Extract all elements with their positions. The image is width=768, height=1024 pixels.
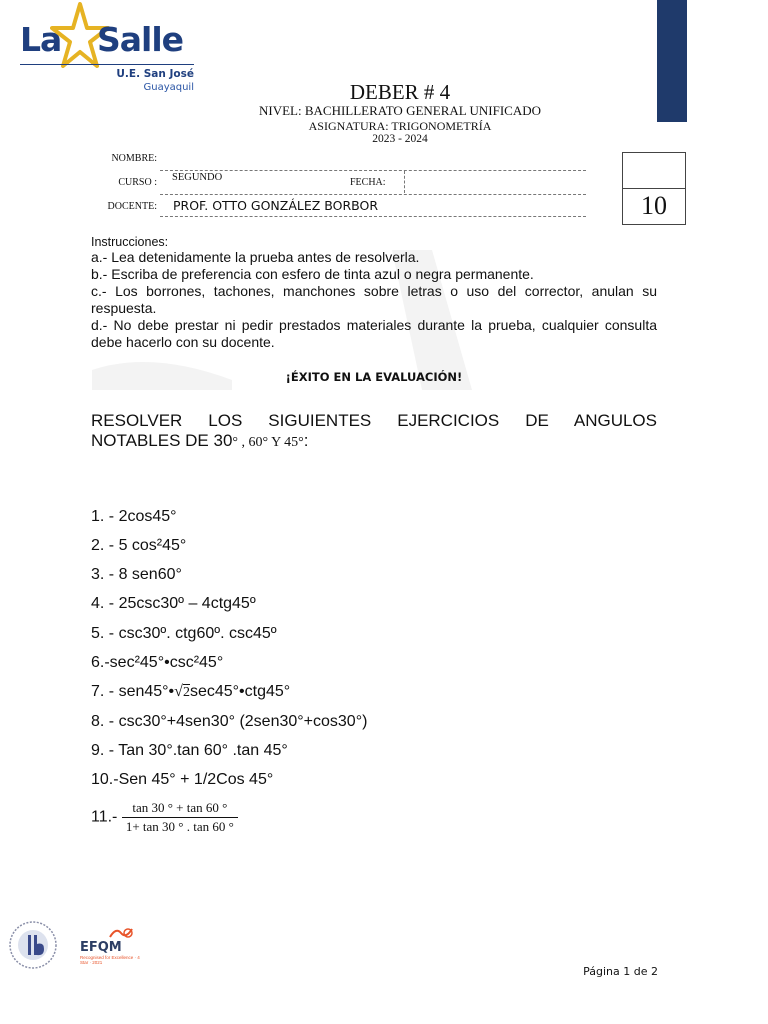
curso-label: CURSO :	[118, 177, 157, 188]
grade-box-divider	[622, 188, 686, 189]
instruction-a: a.- Lea detenidamente la prueba antes de resolverla.	[91, 249, 420, 265]
instructions-heading: Instrucciones:	[91, 235, 169, 249]
efqm-logo-text: EFQM	[80, 940, 122, 955]
asignatura-line: ASIGNATURA: TRIGONOMETRÍA	[308, 119, 492, 133]
logo-text-salle: Salle	[97, 20, 184, 59]
fecha-separator	[404, 171, 405, 193]
exercise-1: 1. - 2cos45°	[91, 508, 177, 525]
exercise-7: 7. - sen45°•√2sec45°•ctg45°	[91, 683, 291, 700]
school-year: 2023 - 2024	[372, 133, 428, 145]
task-line-2: NOTABLES DE 30° , 60° Y 45°:	[91, 431, 309, 450]
exercise-9: 9. - Tan 30°.tan 60° .tan 45°	[91, 742, 288, 759]
exercise-11: 11.- $\frac{\tan 30 ^\circ + \tan 60 ^\circ}{1+ \tan 30 ^\circ . \tan 60 ^\circ}$	[91, 800, 238, 835]
page-number: Página 1 de 2	[583, 965, 658, 978]
curso-value: SEGUNDO	[172, 172, 223, 183]
instruction-b: b.- Escriba de preferencia con esfero de tinta azul o negra permanente.	[91, 266, 534, 282]
ib-logo-icon	[8, 920, 58, 970]
instruction-d: d.- No debe prestar ni pedir prestados materiales durante la prueba, cualquier consulta debe hacerlo con su docente.	[91, 317, 657, 350]
exercise-2: 2. - 5 cos²45°	[91, 537, 187, 554]
logo-divider	[20, 64, 194, 65]
logo-text-la: La	[20, 20, 62, 59]
task-angles: ° , 60° Y 45°	[232, 435, 304, 450]
exercise-8: 8. - csc30°+4sen30° (2sen30°+cos30°)	[91, 713, 368, 730]
exercise-4: 4. - 25csc30º – 4ctg45º	[91, 595, 256, 612]
exercise-3: 3. - 8 sen60°	[91, 566, 182, 583]
docente-value: PROF. OTTO GONZÁLEZ BORBOR	[173, 198, 379, 213]
logo-city: Guayaquil	[143, 82, 194, 93]
exercise-10: 10.-Sen 45° + 1/2Cos 45°	[91, 771, 274, 788]
curso-line[interactable]	[160, 194, 586, 195]
task-line-1: RESOLVER LOS SIGUIENTES EJERCICIOS DE ANGULOS	[91, 411, 657, 430]
efqm-mark-icon	[108, 925, 134, 941]
docente-line	[160, 216, 586, 217]
nombre-label: NOMBRE:	[111, 153, 157, 164]
exercise-5: 5. - csc30º. ctg60º. csc45º	[91, 625, 277, 642]
page-title: DEBER # 4	[349, 80, 451, 104]
efqm-subtitle: Recognised for Excellence · 4 Star · 2021	[80, 955, 140, 965]
exercise-6: 6.-sec²45°•csc²45°	[91, 654, 224, 671]
exercise-11-fraction: $\frac{\tan 30 ^\circ + \tan 60 ^\circ}{1+ \tan 30 ^\circ . \tan 60 ^\circ}$	[122, 800, 238, 835]
nivel-line: NIVEL: BACHILLERATO GENERAL UNIFICADO	[258, 103, 541, 118]
grade-value: 10	[641, 191, 667, 220]
docente-label: DOCENTE:	[107, 201, 157, 212]
exito-message: ¡ÉXITO EN LA EVALUACIÓN!	[285, 370, 463, 384]
fecha-label: FECHA:	[350, 177, 386, 188]
logo-school-name: U.E. San José	[116, 68, 194, 80]
instruction-c: c.- Los borrones, tachones, manchones sobre letras o uso del corrector, anulan su respuesta.	[91, 283, 657, 316]
side-color-bar	[657, 0, 687, 122]
nombre-line[interactable]	[160, 170, 586, 171]
